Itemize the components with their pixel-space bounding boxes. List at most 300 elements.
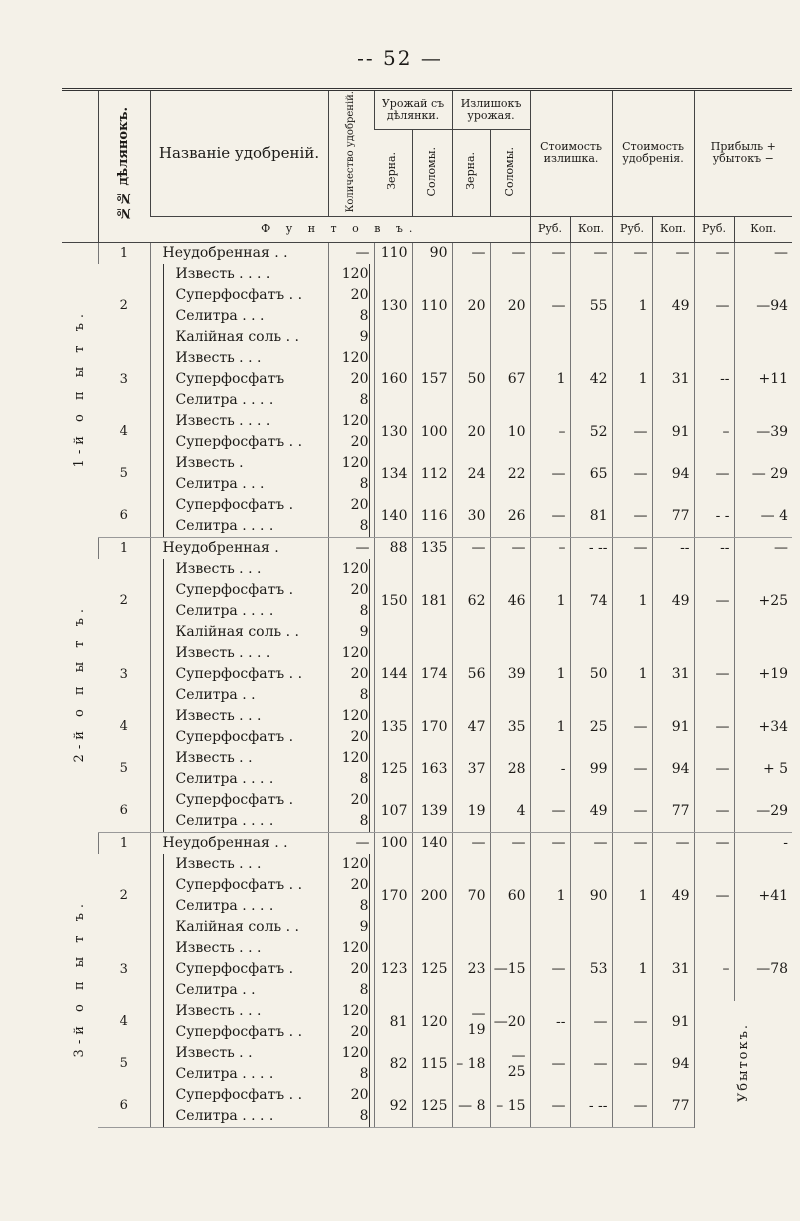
cost-fert-rub: —	[612, 495, 652, 538]
surplus-straw: 35	[490, 706, 530, 748]
harvest-straw: 125	[412, 938, 452, 1001]
fertilizer-quantities	[328, 748, 374, 790]
fertilizer-name: Известь . . . .	[175, 644, 271, 661]
surplus-grain: 20	[452, 264, 490, 348]
table-row	[62, 748, 792, 790]
cost-surplus-rub: 1	[530, 706, 570, 748]
harvest-grain: 125	[374, 748, 412, 790]
fertilizer-name: Селитра . . . .	[175, 897, 274, 914]
table-row	[62, 1043, 792, 1085]
profit-rub: —	[694, 264, 734, 348]
cost-surplus-kop: 42	[570, 348, 612, 411]
harvest-grain: 144	[374, 643, 412, 706]
cost-fert-kop: 91	[652, 411, 694, 453]
profit-rub: --	[694, 348, 734, 411]
cost-surplus-kop: —	[570, 1043, 612, 1085]
surplus-grain: 47	[452, 706, 490, 748]
cost-surplus-kop: —	[570, 242, 612, 264]
fertilizer-qty: 120	[341, 707, 369, 724]
surplus-straw: 60	[490, 854, 530, 938]
header-profit: Прибыль + убытокъ −	[694, 90, 792, 217]
cost-fert-kop: —	[652, 832, 694, 854]
cost-surplus-rub: —	[530, 1085, 570, 1128]
table-row	[62, 348, 792, 411]
surplus-grain: 23	[452, 938, 490, 1001]
surplus-grain: 56	[452, 643, 490, 706]
harvest-grain: 88	[374, 537, 412, 559]
harvest-straw: 90	[412, 242, 452, 264]
cost-surplus-kop: 53	[570, 938, 612, 1001]
fertilizer-quantities	[328, 938, 374, 1001]
fertilizer-name: Суперфосфатъ .	[175, 581, 294, 598]
cost-surplus-rub: —	[530, 495, 570, 538]
table-row	[62, 1085, 792, 1128]
fertilizer-names	[150, 411, 328, 453]
harvest-grain: 130	[374, 411, 412, 453]
cost-fert-rub: 1	[612, 938, 652, 1001]
experiment-label-text: 2-й о п ы т ъ.	[72, 603, 88, 763]
fertilizer-name: Суперфосфатъ .	[175, 496, 294, 513]
loss-label-text: Убытокъ.	[735, 1022, 751, 1102]
cost-surplus-kop: 81	[570, 495, 612, 538]
fertilizer-name: Селитра . . .	[175, 307, 265, 324]
cost-surplus-rub: --	[530, 1001, 570, 1043]
fertilizer-name: Известь . . .	[175, 349, 262, 366]
fertilizer-qty: 20	[350, 581, 369, 598]
plot-number: 1	[98, 537, 150, 559]
table-row	[62, 559, 792, 643]
fertilizer-name: Неудобренная . .	[162, 834, 288, 851]
plot-number: 3	[119, 961, 128, 977]
header-harvest-straw: Соломы.	[424, 146, 438, 197]
fertilizer-name: Суперфосфатъ .	[175, 960, 294, 977]
cost-fert-kop: 91	[652, 706, 694, 748]
experiment-label	[62, 537, 98, 832]
surplus-straw: —20	[490, 1001, 530, 1043]
fertilizer-qty: 8	[359, 1065, 369, 1082]
profit-kop: —	[734, 242, 792, 264]
cost-surplus-rub: –	[530, 411, 570, 453]
fertilizer-quantities	[328, 832, 374, 854]
table-row	[62, 495, 792, 538]
surplus-grain: —	[452, 242, 490, 264]
profit-kop: +41	[734, 854, 792, 938]
surplus-grain: 19	[452, 790, 490, 833]
fertilizer-names	[150, 1043, 328, 1085]
fertilizer-qty: 20	[350, 876, 369, 893]
cost-fert-kop: 94	[652, 453, 694, 495]
surplus-straw: —	[490, 242, 530, 264]
table-row	[62, 1001, 792, 1043]
fertilizer-qty: —	[355, 244, 370, 261]
fertilizer-name: Суперфосфатъ . .	[175, 1086, 303, 1103]
harvest-grain: 123	[374, 938, 412, 1001]
fertilizer-qty: 120	[341, 1002, 369, 1019]
header-harvest-grain: Зерна.	[385, 152, 399, 191]
fertilizer-qty: 8	[359, 897, 369, 914]
fertilizer-quantities	[328, 453, 374, 495]
plot-number: 4	[119, 1014, 128, 1030]
fertilizer-names	[150, 643, 328, 706]
cost-surplus-rub: 1	[530, 348, 570, 411]
surplus-grain: —	[452, 832, 490, 854]
profit-kop: — 29	[734, 453, 792, 495]
fertilizer-name: Известь . . .	[175, 1002, 262, 1019]
fertilizer-quantities	[328, 706, 374, 748]
plot-number: 1	[98, 832, 150, 854]
surplus-straw: 67	[490, 348, 530, 411]
surplus-straw: 10	[490, 411, 530, 453]
surplus-straw: 28	[490, 748, 530, 790]
cost-fert-rub: —	[612, 748, 652, 790]
table-body	[62, 242, 792, 1127]
table-row	[62, 242, 792, 264]
surplus-straw: 4	[490, 790, 530, 833]
cost-surplus-rub: -	[530, 748, 570, 790]
cost-fert-rub: —	[612, 242, 652, 264]
profit-rub: —	[694, 706, 734, 748]
surplus-straw: 39	[490, 643, 530, 706]
cost-surplus-rub: 1	[530, 854, 570, 938]
plot-number: 6	[98, 1085, 150, 1128]
fertilizer-name: Известь . .	[175, 749, 253, 766]
fertilizer-qty: —	[355, 834, 370, 851]
harvest-straw: 112	[412, 453, 452, 495]
header-rub: Руб.	[612, 216, 652, 242]
plot-number: 4	[119, 719, 128, 735]
fertilizer-name: Селитра . . . .	[175, 1107, 274, 1124]
profit-kop: —78	[734, 938, 792, 1001]
cost-fert-kop: 94	[652, 1043, 694, 1085]
cost-surplus-kop: —	[570, 832, 612, 854]
cost-surplus-kop: 52	[570, 411, 612, 453]
fertilizer-qty: 9	[359, 918, 369, 935]
fertilizer-name: Известь . . .	[175, 560, 262, 577]
fertilizer-quantities	[328, 1085, 374, 1128]
fertilizer-qty: 8	[359, 981, 369, 998]
plot-number: 2	[119, 298, 128, 314]
table-row	[62, 453, 792, 495]
fertilizer-qty: 120	[341, 855, 369, 872]
fertilizer-names	[150, 348, 328, 411]
cost-surplus-rub: —	[530, 242, 570, 264]
header-cost-surplus: Стоимость излишка.	[530, 90, 612, 217]
table-row	[62, 938, 792, 1001]
fertilizer-qty: 8	[359, 517, 369, 534]
fertilizer-qty: 8	[359, 602, 369, 619]
fertilizer-quantities	[328, 854, 374, 938]
cost-surplus-rub: —	[530, 1043, 570, 1085]
profit-rub: —	[694, 854, 734, 938]
fertilizer-qty: 9	[359, 328, 369, 345]
fertilizer-qty: 20	[350, 1023, 369, 1040]
fertilizer-quantities	[328, 1043, 374, 1085]
cost-surplus-rub: —	[530, 264, 570, 348]
cost-fert-rub: —	[612, 1001, 652, 1043]
fertilizer-quantities	[328, 1001, 374, 1043]
harvest-grain: 100	[374, 832, 412, 854]
cost-fert-kop: 31	[652, 643, 694, 706]
fertilizer-qty: 20	[350, 496, 369, 513]
fertilizer-name: Селитра . .	[175, 981, 256, 998]
harvest-straw: 181	[412, 559, 452, 643]
harvest-grain: 92	[374, 1085, 412, 1128]
header-surplus-straw: Соломы.	[502, 146, 516, 197]
header-plot-no: №№ дѣлянокъ.	[115, 107, 131, 221]
header-kop: Коп.	[734, 216, 792, 242]
harvest-grain: 110	[374, 242, 412, 264]
surplus-grain: 24	[452, 453, 490, 495]
plot-number: 5	[119, 466, 128, 482]
fertilizer-name: Селитра . . . .	[175, 517, 274, 534]
surplus-grain: 30	[452, 495, 490, 538]
profit-kop: +19	[734, 643, 792, 706]
surplus-straw: 20	[490, 264, 530, 348]
cost-fert-rub: —	[612, 537, 652, 559]
cost-fert-kop: 31	[652, 348, 694, 411]
fertilizer-names	[150, 1001, 328, 1043]
fertilizer-name: Известь . .	[175, 1044, 253, 1061]
fertilizer-qty: 120	[341, 560, 369, 577]
fertilizer-qty: 120	[341, 644, 369, 661]
profit-kop: +34	[734, 706, 792, 748]
profit-rub: —	[694, 559, 734, 643]
fertilizer-qty: 20	[350, 665, 369, 682]
fertilizer-qty: —	[355, 539, 370, 556]
loss-label	[694, 1001, 792, 1128]
table-row	[62, 706, 792, 748]
surplus-straw: —	[490, 832, 530, 854]
profit-rub: —	[694, 748, 734, 790]
cost-fert-kop: 49	[652, 854, 694, 938]
fertilizer-qty: 120	[341, 749, 369, 766]
header-cost-fert: Стоимость удобренія.	[612, 90, 694, 217]
cost-fert-kop: --	[652, 537, 694, 559]
fertilizer-quantities	[328, 348, 374, 411]
surplus-straw: 22	[490, 453, 530, 495]
surplus-straw: —15	[490, 938, 530, 1001]
fertilizer-qty: 120	[341, 1044, 369, 1061]
fertilizer-name: Известь . . . .	[175, 265, 271, 282]
profit-kop: + 5	[734, 748, 792, 790]
fertilizer-name: Суперфосфатъ .	[175, 728, 294, 745]
fertilizer-qty: 120	[341, 939, 369, 956]
cost-fert-rub: —	[612, 411, 652, 453]
cost-fert-rub: —	[612, 832, 652, 854]
fertilizer-qty: 20	[350, 960, 369, 977]
fertilizer-names	[150, 559, 328, 643]
fertilizer-name: Калійная соль . .	[175, 328, 299, 345]
surplus-grain: 62	[452, 559, 490, 643]
cost-fert-kop: 49	[652, 559, 694, 643]
cost-fert-rub: 1	[612, 264, 652, 348]
fertilizer-name: Селитра . . .	[175, 475, 265, 492]
cost-fert-kop: 31	[652, 938, 694, 1001]
fertilizer-qty: 20	[350, 1086, 369, 1103]
fertilizer-name: Калійная соль . .	[175, 623, 299, 640]
surplus-grain: 70	[452, 854, 490, 938]
fertilizer-qty: 8	[359, 1107, 369, 1124]
fertilizer-names	[150, 242, 328, 264]
fertilizer-names	[150, 264, 328, 348]
header-kop: Коп.	[570, 216, 612, 242]
plot-number: 5	[119, 761, 128, 777]
cost-fert-kop: 77	[652, 495, 694, 538]
cost-surplus-rub: 1	[530, 643, 570, 706]
cost-surplus-kop: - --	[570, 1085, 612, 1128]
harvest-straw: 200	[412, 854, 452, 938]
fertilizer-qty: 20	[350, 728, 369, 745]
cost-surplus-rub: —	[530, 453, 570, 495]
surplus-straw: — 25	[490, 1043, 530, 1085]
surplus-grain: — 8	[452, 1085, 490, 1128]
cost-surplus-kop: 25	[570, 706, 612, 748]
harvest-straw: 100	[412, 411, 452, 453]
plot-number: 1	[98, 242, 150, 264]
fertilizer-qty: 9	[359, 623, 369, 640]
fertilizer-name: Неудобренная . .	[162, 244, 288, 261]
fertilizer-qty: 8	[359, 812, 369, 829]
experiment-label	[62, 242, 98, 537]
cost-surplus-kop: 49	[570, 790, 612, 833]
cost-surplus-rub: —	[530, 832, 570, 854]
fertilizer-names	[150, 453, 328, 495]
fertilizer-name: Суперфосфатъ . .	[175, 665, 303, 682]
harvest-straw: 163	[412, 748, 452, 790]
header-surplus-grain: Зерна.	[463, 152, 477, 191]
fertilizer-names	[150, 495, 328, 538]
cost-fert-kop: —	[652, 242, 694, 264]
cost-fert-kop: 94	[652, 748, 694, 790]
fertilizer-names	[150, 537, 328, 559]
fertilizer-quantities	[328, 495, 374, 538]
harvest-grain: 170	[374, 854, 412, 938]
harvest-grain: 81	[374, 1001, 412, 1043]
fertilizer-name: Известь .	[175, 454, 244, 471]
fertilizer-qty: 20	[350, 286, 369, 303]
fertilizer-names	[150, 748, 328, 790]
cost-fert-rub: —	[612, 1085, 652, 1128]
fertilizer-names	[150, 854, 328, 938]
fertilizer-name: Суперфосфатъ . .	[175, 1023, 303, 1040]
fertilizer-name: Известь . . .	[175, 707, 262, 724]
fertilizer-name: Калійная соль . .	[175, 918, 299, 935]
table-row	[62, 854, 792, 938]
plot-number: 5	[119, 1056, 128, 1072]
harvest-straw: 125	[412, 1085, 452, 1128]
fertilizer-name: Селитра . . . .	[175, 391, 274, 408]
surplus-straw: 26	[490, 495, 530, 538]
profit-rub: —	[694, 832, 734, 854]
surplus-straw: – 15	[490, 1085, 530, 1128]
fertilizer-name: Селитра . . . .	[175, 770, 274, 787]
cost-surplus-kop: —	[570, 1001, 612, 1043]
header-rub: Руб.	[694, 216, 734, 242]
profit-kop: +11	[734, 348, 792, 411]
table-header	[62, 90, 792, 243]
fertilizer-name: Суперфосфатъ .	[175, 791, 294, 808]
fertilizer-name: Известь . . . .	[175, 412, 271, 429]
fertilizer-qty: 8	[359, 770, 369, 787]
fertilizer-quantities	[328, 242, 374, 264]
fertilizer-qty: 20	[350, 370, 369, 387]
fertilizer-name: Суперфосфатъ . .	[175, 433, 303, 450]
experiment-label-text: 1-й о п ы т ъ.	[72, 308, 88, 468]
fertilizer-qty: 8	[359, 307, 369, 324]
plot-number: 2	[119, 593, 128, 609]
surplus-straw: —	[490, 537, 530, 559]
table-row	[62, 832, 792, 854]
harvest-straw: 116	[412, 495, 452, 538]
fertilizer-name: Известь . . .	[175, 855, 262, 872]
fertilizer-qty: 8	[359, 475, 369, 492]
profit-kop: +25	[734, 559, 792, 643]
fertilizer-qty: 8	[359, 686, 369, 703]
profit-rub: - -	[694, 495, 734, 538]
fertilizer-qty: 120	[341, 412, 369, 429]
fertilizer-quantities	[328, 790, 374, 833]
experiment-label	[62, 832, 98, 1127]
fertilizer-name: Селитра . . . .	[175, 602, 274, 619]
cost-surplus-kop: - --	[570, 537, 612, 559]
header-funt: Ф у н т о в ъ.	[150, 216, 530, 242]
fertilizer-name: Селитра . . . .	[175, 812, 274, 829]
fertilizer-names	[150, 706, 328, 748]
plot-number: 6	[98, 790, 150, 833]
fertilizer-qty: 120	[341, 265, 369, 282]
cost-fert-kop: 91	[652, 1001, 694, 1043]
profit-rub: --	[694, 537, 734, 559]
fertilizer-names	[150, 832, 328, 854]
fertilizer-quantities	[328, 411, 374, 453]
cost-fert-rub: 1	[612, 643, 652, 706]
cost-surplus-kop: 55	[570, 264, 612, 348]
fertilizer-qty: 120	[341, 349, 369, 366]
page-number: -- 52 —	[357, 46, 443, 70]
plot-number: 3	[119, 371, 128, 387]
harvest-grain: 135	[374, 706, 412, 748]
fertilizer-qty: 120	[341, 454, 369, 471]
fertilizer-names	[150, 938, 328, 1001]
profit-rub: –	[694, 411, 734, 453]
fertilizer-names	[150, 790, 328, 833]
harvest-grain: 140	[374, 495, 412, 538]
cost-fert-kop: 49	[652, 264, 694, 348]
profit-rub: —	[694, 242, 734, 264]
harvest-straw: 135	[412, 537, 452, 559]
surplus-grain: — 19	[452, 1001, 490, 1043]
fertilizer-name: Суперфосфатъ . .	[175, 286, 303, 303]
fertilizer-quantities	[328, 643, 374, 706]
table-row	[62, 790, 792, 833]
surplus-grain: 20	[452, 411, 490, 453]
cost-surplus-rub: 1	[530, 559, 570, 643]
cost-surplus-kop: 74	[570, 559, 612, 643]
profit-rub: —	[694, 790, 734, 833]
header-fert-qty: Количество удобреній.	[345, 91, 357, 213]
plot-number: 4	[119, 424, 128, 440]
harvest-grain: 160	[374, 348, 412, 411]
harvest-grain: 134	[374, 453, 412, 495]
harvest-straw: 170	[412, 706, 452, 748]
harvest-straw: 120	[412, 1001, 452, 1043]
fertilizer-name: Суперфосфатъ . .	[175, 876, 303, 893]
cost-fert-rub: —	[612, 706, 652, 748]
fertilizer-names	[150, 1085, 328, 1128]
fertilizer-table	[62, 88, 792, 1128]
experiment-label-text: 3-й о п ы т ъ.	[72, 898, 88, 1058]
table-row	[62, 643, 792, 706]
